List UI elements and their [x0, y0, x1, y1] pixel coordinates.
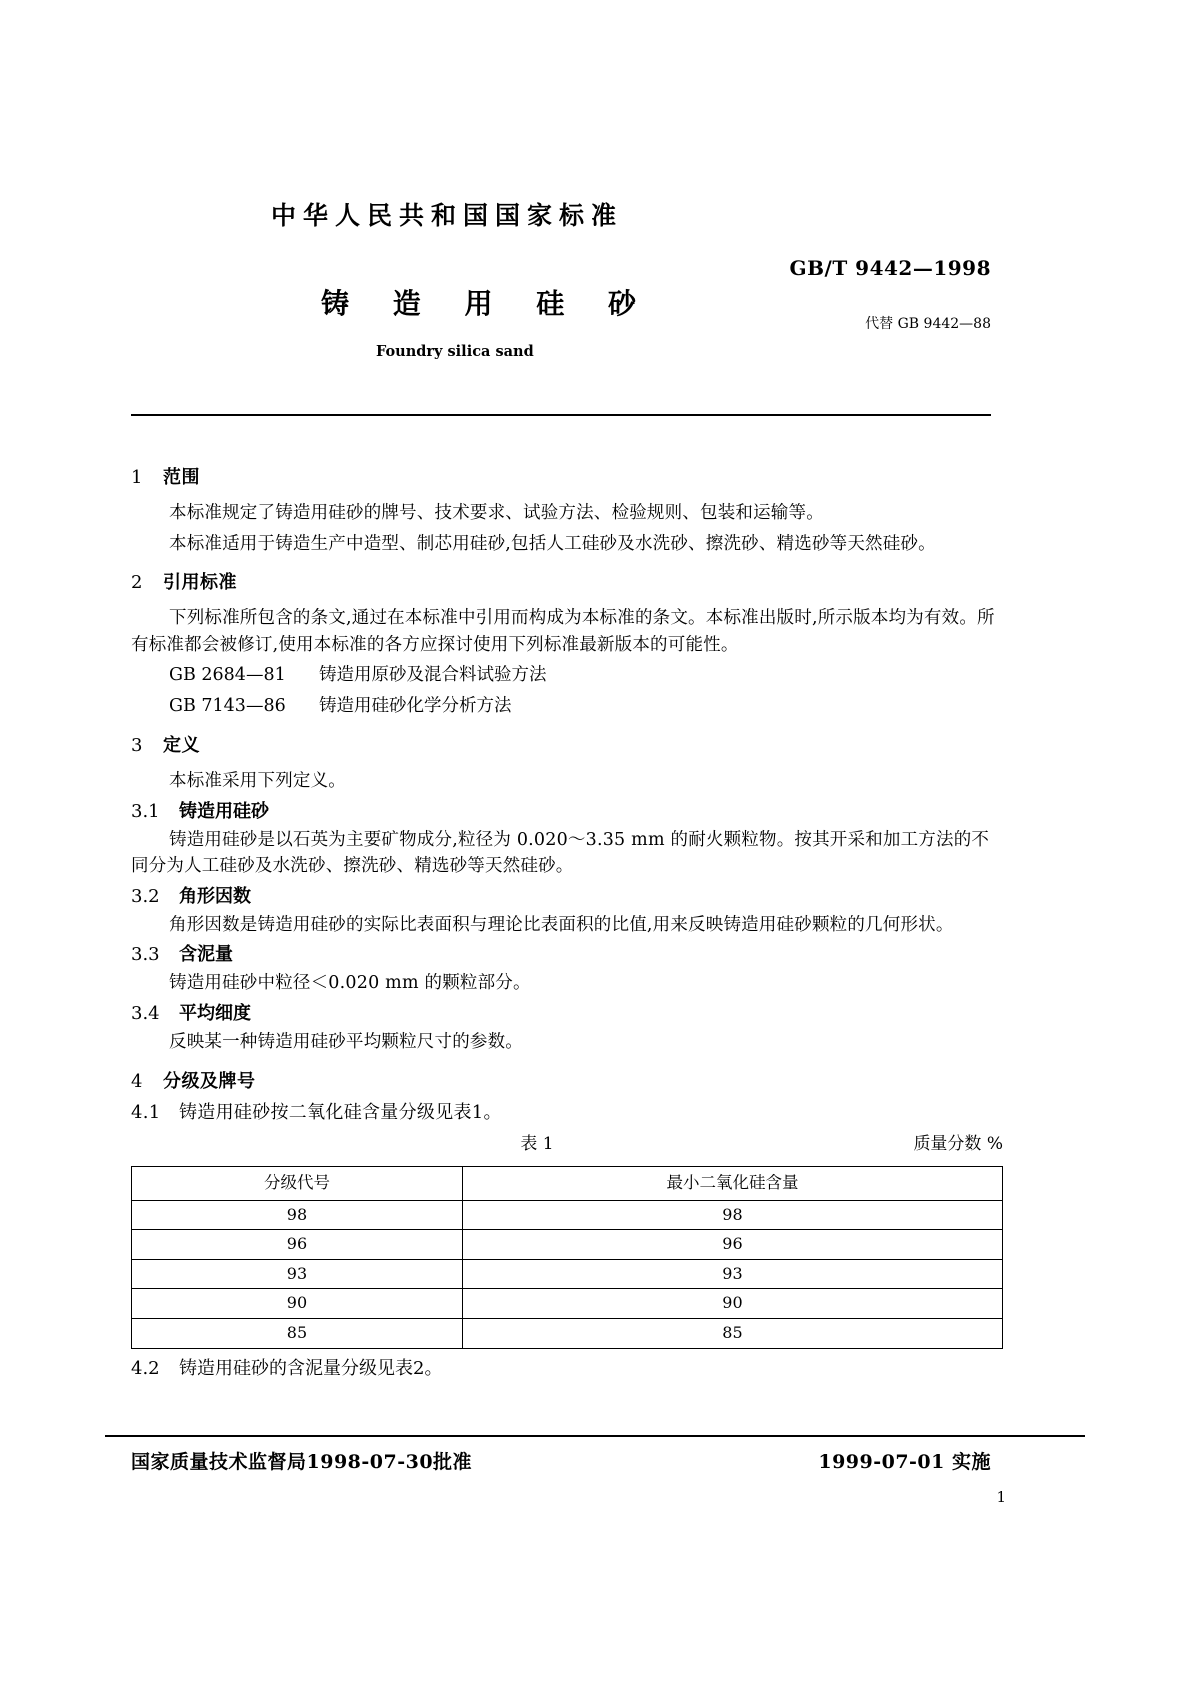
table-cell-min-silica: 85: [462, 1319, 1002, 1349]
table-row: [132, 1319, 1003, 1349]
document-body: [131, 452, 1003, 1378]
reference-code: GB 7143—86: [169, 695, 286, 716]
table-cell-min-silica: 93: [462, 1259, 1002, 1289]
section-heading-3: [131, 734, 1003, 756]
page-number: 1: [996, 1488, 1006, 1506]
clause-number: 4.2: [131, 1357, 160, 1379]
footer-implementation: 1999‐07‐01 实施: [818, 1451, 991, 1473]
table-row: [132, 1259, 1003, 1289]
standard-replaces: 代替 GB 9442—88: [865, 316, 991, 332]
table-1-unit: 质量分数 %: [913, 1133, 1003, 1154]
table-row: [132, 1230, 1003, 1260]
subsection-heading-3-3: [131, 946, 1003, 964]
table-cell-grade-code: 85: [132, 1319, 463, 1349]
clause-text: 铸造用硅砂的含泥量分级见表2。: [179, 1357, 443, 1379]
reference-name: 铸造用原砂及混合料试验方法: [319, 665, 547, 686]
table-cell-min-silica: 98: [462, 1200, 1002, 1230]
section-1-paragraph-1: 本标准规定了铸造用硅砂的牌号、技术要求、试验方法、检验规则、包装和运输等。: [169, 503, 824, 523]
subsection-title: 平均细度: [179, 1002, 251, 1024]
subsection-number: 3.4: [131, 1002, 160, 1024]
table-cell-min-silica: 90: [462, 1289, 1002, 1319]
footer-approval: 国家质量技术监督局1998‐07‐30批准: [131, 1451, 473, 1473]
table-cell-min-silica: 96: [462, 1230, 1002, 1260]
table-cell-grade-code: 90: [132, 1289, 463, 1319]
subsection-3-1-body: 铸造用硅砂是以石英为主要矿物成分,粒径为 0.020～3.35 mm 的耐火颗粒物。按其开采和加工方法的不同分为人工硅砂及水洗砂、擦洗砂、精选砂等天然硅砂。: [131, 829, 990, 877]
table-column-header-1: 分级代号: [132, 1166, 463, 1200]
table-cell-grade-code: 96: [132, 1230, 463, 1260]
clause-number: 4.1: [131, 1101, 161, 1123]
reference-item: [131, 693, 1003, 720]
header-divider: [131, 414, 991, 416]
reference-code: GB 2684—81: [169, 665, 286, 686]
section-title-3: 定义: [163, 734, 200, 756]
national-standard-title: 中华人民共和国国家标准: [271, 201, 624, 230]
section-number-4: 4: [131, 1070, 143, 1092]
subsection-number: 3.2: [131, 885, 160, 907]
subsection-title: 角形因数: [179, 885, 251, 907]
page-title: 铸 造 用 硅 砂: [321, 287, 653, 320]
reference-item: [131, 662, 1003, 689]
section-heading-2: [131, 574, 1003, 592]
section-title-2: 引用标准: [163, 572, 237, 594]
subsection-number: 3.3: [131, 944, 160, 966]
clause-text: 铸造用硅砂按二氧化硅含量分级见表1。: [179, 1101, 502, 1123]
section-number-3: 3: [131, 734, 143, 756]
section-title-1: 范围: [163, 467, 200, 488]
table-1-header-row: [131, 1133, 1003, 1162]
section-heading-1: [131, 469, 1003, 487]
subsection-heading-3-4: [131, 1002, 1003, 1024]
section-title-4: 分级及牌号: [163, 1070, 256, 1092]
section-2-paragraph-1: 下列标准所包含的条文,通过在本标准中引用而构成为本标准的条文。本标准出版时,所示版本均为有效。所有标准都会被修订,使用本标准的各方应探讨使用下列标准最新版本的可能性。: [131, 608, 995, 655]
subsection-3-3-body: 铸造用硅砂中粒径＜0.020 mm 的颗粒部分。: [169, 973, 531, 994]
reference-name: 铸造用硅砂化学分析方法: [319, 695, 512, 716]
subsection-title: 铸造用硅砂: [179, 800, 269, 822]
table-header-row: [132, 1166, 1003, 1200]
table-cell-grade-code: 98: [132, 1200, 463, 1230]
subsection-3-4-body: 反映某一种铸造用硅砂平均颗粒尺寸的参数。: [169, 1031, 523, 1052]
section-heading-4: [131, 1070, 1003, 1092]
table-cell-grade-code: 93: [132, 1259, 463, 1289]
subsection-title: 含泥量: [179, 944, 233, 966]
table-row: [132, 1289, 1003, 1319]
subsection-3-2-body: 角形因数是铸造用硅砂的实际比表面积与理论比表面积的比值,用来反映铸造用硅砂颗粒的几何形状。: [169, 914, 954, 935]
table-row: [132, 1200, 1003, 1230]
subsection-heading-3-2: [131, 885, 1003, 907]
section-1-paragraph-2: 本标准适用于铸造生产中造型、制芯用硅砂,包括人工硅砂及水洗砂、擦洗砂、精选砂等天然硅砂。: [169, 533, 936, 554]
subsection-heading-3-1: [131, 800, 1003, 822]
masthead: [131, 186, 991, 386]
table-1-caption: 表 1: [520, 1133, 554, 1154]
section-number-2: 2: [131, 572, 143, 594]
page-title-english: Foundry silica sand: [376, 343, 534, 360]
table-column-header-2: 最小二氧化硅含量: [462, 1166, 1002, 1200]
table-1: [131, 1166, 1003, 1349]
standard-number: GB/T 9442—1998: [789, 256, 991, 280]
subsection-number: 3.1: [131, 800, 160, 822]
clause-4-2: [131, 1357, 1003, 1379]
clause-4-1: [131, 1101, 1003, 1123]
footer-divider: [105, 1435, 1085, 1437]
section-number-1: 1: [131, 467, 143, 488]
section-3-paragraph-1: 本标准采用下列定义。: [169, 770, 346, 791]
